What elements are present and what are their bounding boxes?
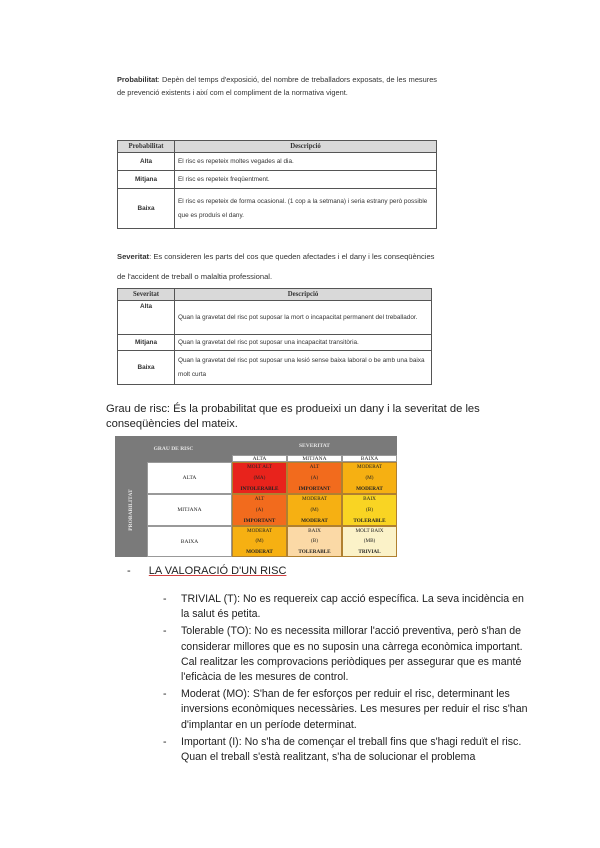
matrix-probabilitat-level: MITJANA — [147, 494, 232, 526]
heading-bullet: - — [127, 565, 131, 577]
table-cell-desc: El risc es repeteix de forma ocasional. (1 cop a la setmana) i seria estrany però possible que es produís el dany. — [175, 189, 437, 229]
matrix-cell-rating: MODERAT — [356, 485, 383, 492]
matrix-severitat-level: BAIXA — [342, 455, 397, 462]
matrix-severitat-level: ALTA — [232, 455, 287, 462]
matrix-cell-code: (A) — [310, 474, 319, 481]
grau-de-risc-paragraph: Grau de risc: És la probabilitat que es produeixi un dany i la severitat de les conseqüències del mateix. — [106, 403, 480, 430]
risk-matrix — [115, 436, 397, 557]
probabilitat-label: Probabilitat — [117, 75, 158, 84]
matrix-cell-code: (MA) — [253, 474, 266, 481]
matrix-cell — [287, 526, 342, 557]
matrix-cell-level: MODERAT — [301, 496, 328, 502]
list-bullet: - — [163, 688, 167, 701]
table-cell-level: Baixa — [118, 351, 175, 385]
matrix-cell-rating: TRIVIAL — [358, 548, 381, 555]
matrix-cell-code: (A) — [255, 506, 264, 513]
table-cell-desc: Quan la gravetat del risc pot suposar la mort o incapacitat permanent del treballador. — [175, 301, 432, 335]
table-row — [118, 301, 432, 335]
matrix-cell-rating: IMPORTANT — [243, 517, 276, 524]
matrix-cell-rating: TOLERABLE — [353, 517, 386, 524]
matrix-cell-level: ALT — [254, 496, 265, 502]
list-item — [163, 624, 533, 685]
matrix-cell-level: BAIX — [308, 528, 321, 534]
matrix-cell — [342, 526, 397, 557]
matrix-cell-rating: MODERAT — [246, 548, 273, 555]
list-bullet: - — [163, 625, 167, 638]
matrix-corner: GRAU DE RISC — [115, 436, 232, 462]
severitat-table — [117, 288, 432, 385]
table-header: Descripció — [175, 141, 437, 153]
list-item — [163, 735, 533, 765]
table-header: Descripció — [175, 289, 432, 301]
list-item — [163, 687, 533, 733]
matrix-cell-code: (B) — [311, 538, 318, 545]
table-row — [118, 189, 437, 229]
matrix-severitat-level: MITJANA — [287, 455, 342, 462]
table-cell-level: Mitjana — [118, 335, 175, 351]
matrix-probabilitat-level: ALTA — [147, 462, 232, 494]
matrix-cell-code: (MB) — [363, 538, 376, 545]
list-bullet: - — [163, 593, 167, 605]
list-item-text: TRIVIAL (T): No es requereix cap acció específica. La seva incidència en la salut és petita. — [181, 593, 524, 621]
matrix-cell — [232, 526, 287, 557]
matrix-cell-rating: TOLERABLE — [298, 548, 331, 555]
list-item-text: Important (I): No s'ha de començar el treball fins que s'hagi reduït el risc. Quan el treball s'està realitzant, s'ha de solucionar el problema — [181, 735, 522, 764]
matrix-cell-level: MODERAT — [356, 464, 383, 470]
table-cell-desc: El risc es repeteix freqüentment. — [175, 171, 437, 189]
table-row — [118, 171, 437, 189]
table-header: Severitat — [118, 289, 175, 301]
probabilitat-paragraph — [117, 73, 437, 99]
table-cell-desc: Quan la gravetat del risc pot suposar una incapacitat transitòria. — [175, 335, 432, 351]
severitat-label: Severitat — [117, 252, 150, 261]
table-header: Probabilitat — [118, 141, 175, 153]
list-item-text: Moderat (MO): S'han de fer esforços per reduir el risc, determinant les inversions econòmiques necessàries. Les mesures per reduir el risc s'han d'implantar en un període determinat. — [181, 688, 528, 731]
severitat-text: : Es consideren les parts del cos que queden afectades i el dany i les conseqüències de l'accident de treball o malaltia professional. — [117, 252, 435, 281]
matrix-cell-level: MOLT ALT — [247, 464, 272, 470]
matrix-cell — [287, 494, 342, 526]
table-cell-level: Alta — [118, 301, 175, 335]
matrix-cell-code: (M) — [310, 506, 319, 513]
heading-title: LA VALORACIÓ D'UN RISC — [148, 565, 287, 577]
matrix-cell-level: BAIX — [363, 496, 376, 502]
table-row — [118, 351, 432, 385]
matrix-cell-code: (B) — [366, 506, 373, 513]
table-cell-desc: Quan la gravetat del risc pot suposar una lesió sense baixa laboral o be amb una baixa molt curta — [175, 351, 432, 385]
matrix-cell — [342, 494, 397, 526]
list-item-text: Tolerable (TO): No es necessita millorar l'acció preventiva, però s'han de considerar millores que es no suposin una càrrega econòmica important. Cal realitzar les comprovacions periòdiques per assegurar que es manté l'eficàcia de les mesures de control. — [181, 625, 523, 684]
matrix-cell — [232, 494, 287, 526]
table-row — [118, 335, 432, 351]
matrix-cell — [287, 462, 342, 494]
matrix-cell-level: MODERAT — [246, 528, 273, 534]
table-row — [118, 153, 437, 171]
table-cell-level: Baixa — [118, 189, 175, 229]
section-heading — [127, 565, 286, 577]
matrix-cell — [342, 462, 397, 494]
matrix-cell-level: ALT — [309, 464, 320, 470]
table-cell-level: Alta — [118, 153, 175, 171]
list-bullet: - — [163, 735, 167, 748]
matrix-cell-rating: IMPORTANT — [298, 485, 331, 492]
risk-levels-list — [163, 592, 533, 767]
matrix-cell-rating: INTOLERABLE — [240, 485, 279, 492]
severitat-paragraph — [117, 247, 437, 287]
probabilitat-text: : Depèn del temps d'exposició, del nombre de treballadors exposats, de les mesures de prevenció existents i així com el compliment de la normativa vigent. — [117, 75, 437, 97]
matrix-cell-code: (M) — [255, 538, 264, 545]
list-item — [163, 592, 533, 622]
matrix-probabilitat-band — [115, 462, 147, 557]
matrix-cell-code: (M) — [365, 474, 374, 481]
matrix-severitat-label: SEVERITAT — [232, 436, 397, 455]
table-cell-level: Mitjana — [118, 171, 175, 189]
table-cell-desc: El risc es repeteix moltes vegades al dia. — [175, 153, 437, 171]
matrix-cell — [232, 462, 287, 494]
matrix-cell-level: MOLT BAIX — [355, 528, 384, 534]
matrix-probabilitat-level: BAIXA — [147, 526, 232, 557]
probabilitat-table — [117, 140, 437, 229]
matrix-probabilitat-label: PROBABILITAT — [128, 488, 134, 531]
matrix-cell-rating: MODERAT — [301, 517, 328, 524]
